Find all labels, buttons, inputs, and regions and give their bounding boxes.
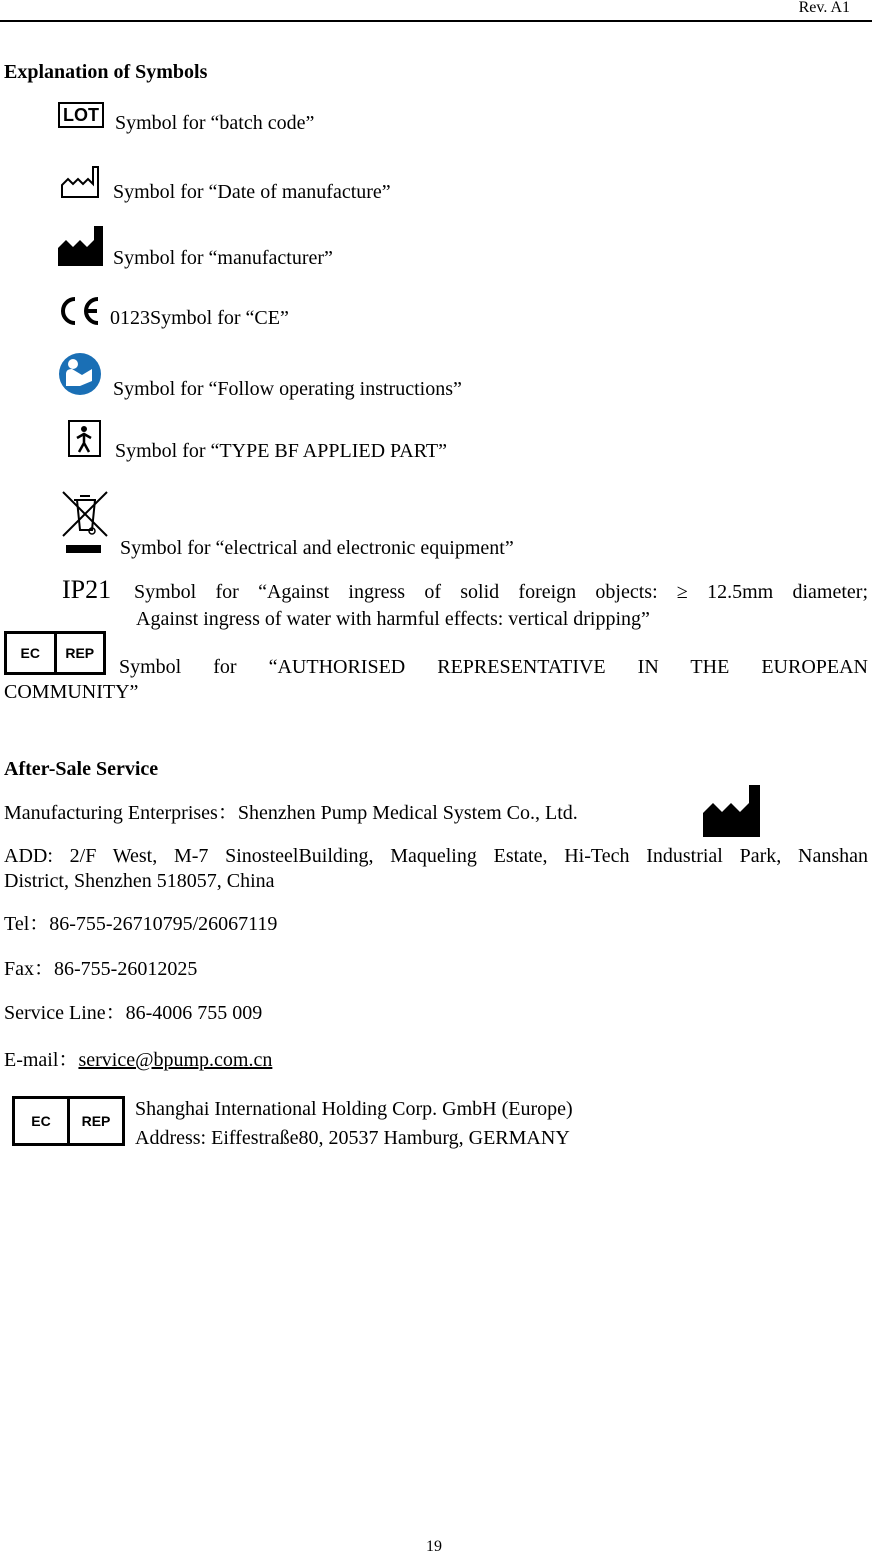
telephone: Tel：86-755-26710795/26067119 [4, 913, 278, 935]
ec-text: EC [31, 1113, 51, 1129]
email-label: E-mail： [4, 1049, 79, 1071]
symbol-desc-ip21-line1: Symbol for “Against ingress of solid foreign objects: ≥ 12.5mm diameter; [134, 581, 868, 603]
type-bf-applied-part-icon [68, 420, 102, 458]
symbol-desc-date: Symbol for “Date of manufacture” [113, 181, 391, 203]
section-title-service: After-Sale Service [4, 758, 159, 780]
rep-text: REP [54, 634, 104, 672]
symbol-desc-ecrep-line2: COMMUNITY” [4, 681, 139, 703]
page-number: 19 [426, 1538, 442, 1554]
ec-rep-icon [4, 631, 106, 675]
rep-text: REP [67, 1099, 122, 1143]
symbol-desc-manufacturer: Symbol for “manufacturer” [113, 247, 333, 269]
weee-bin-icon [60, 490, 110, 556]
header-rule [0, 20, 872, 22]
section-title-symbols: Explanation of Symbols [4, 61, 208, 83]
address-line2: District, Shenzhen 518057, China [4, 870, 275, 892]
ce-mark-icon [58, 294, 102, 328]
address-line1: ADD: 2/F West, M-7 SinosteelBuilding, Maqueling Estate, Hi-Tech Industrial Park, Nanshan [4, 845, 868, 867]
symbol-desc-ip21-line2: Against ingress of water with harmful effects: vertical dripping” [136, 608, 650, 630]
service-line: Service Line：86-4006 755 009 [4, 1002, 263, 1024]
ec-text: EC [20, 645, 40, 661]
revision: Rev. A1 [798, 0, 850, 16]
symbol-desc-instructions: Symbol for “Follow operating instructions” [113, 378, 462, 400]
manufacturer-icon [58, 226, 103, 266]
symbol-desc-batch: Symbol for “batch code” [115, 112, 315, 134]
date-of-manufacture-icon [60, 165, 100, 199]
manufacturer-name: Manufacturing Enterprises：Shenzhen Pump Medical System Co., Ltd. [4, 802, 578, 824]
manufacturer-icon [703, 785, 760, 837]
symbol-desc-ecrep-line1: Symbol for “AUTHORISED REPRESENTATIVE IN THE EUROPEAN [119, 656, 868, 678]
fax: Fax：86-755-26012025 [4, 958, 198, 980]
lot-icon: LOT [58, 102, 104, 128]
symbol-desc-weee: Symbol for “electrical and electronic equipment” [120, 537, 514, 559]
symbol-desc-bf: Symbol for “TYPE BF APPLIED PART” [115, 440, 447, 462]
eu-rep-address: Address: Eiffestraße80, 20537 Hamburg, GERMANY [135, 1127, 570, 1149]
ec-rep-icon [12, 1096, 125, 1146]
email-row [4, 1050, 272, 1070]
ip21-label: IP21 [62, 575, 112, 604]
email-link[interactable]: service@bpump.com.cn [78, 1049, 273, 1071]
eu-rep-name: Shanghai International Holding Corp. GmbH (Europe) [135, 1098, 573, 1120]
follow-instructions-icon [58, 352, 102, 396]
symbol-desc-ce: 0123Symbol for “CE” [110, 307, 289, 329]
